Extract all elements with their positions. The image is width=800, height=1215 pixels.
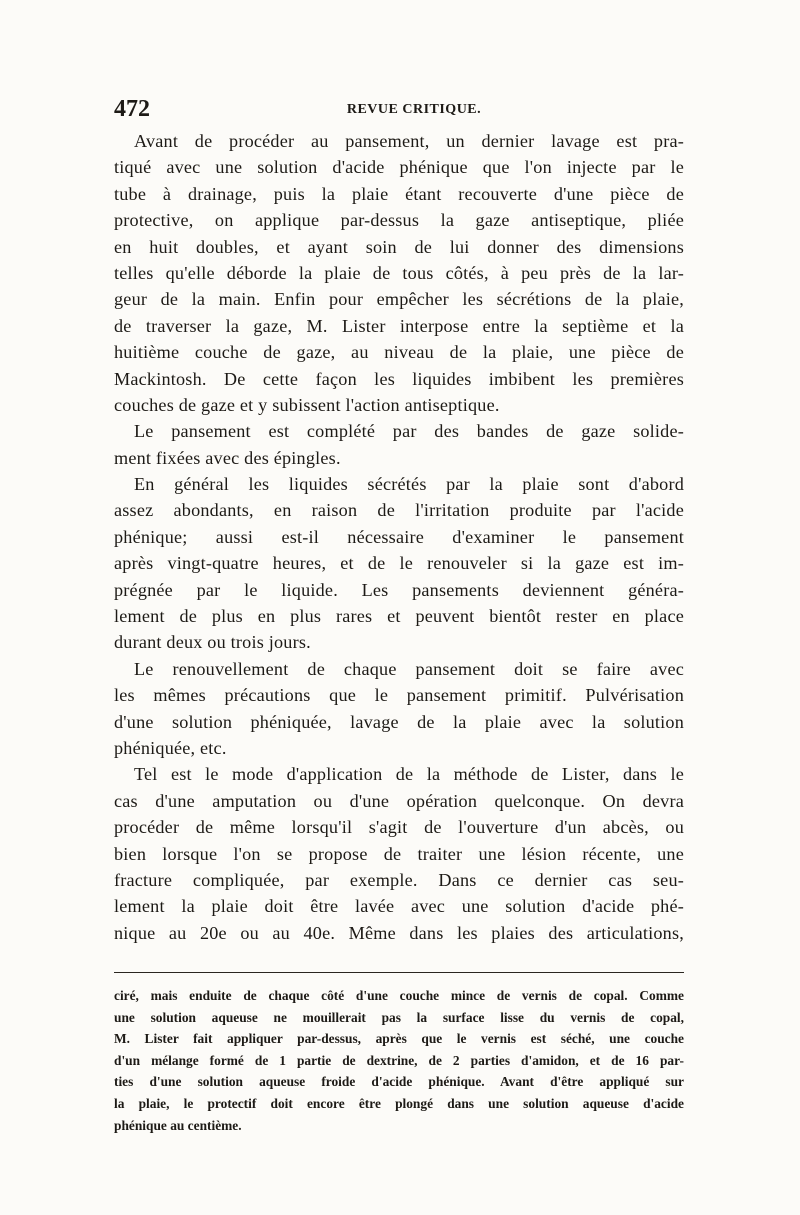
text-line: huitième couche de gaze, au niveau de la plaie, une pièce de [114, 342, 684, 363]
text-line: lement de plus en plus rares et peuvent bientôt rester en place [114, 606, 684, 627]
page-number: 472 [114, 96, 150, 122]
text-line: cas d'une amputation ou d'une opération quelconque. On devra [114, 790, 684, 811]
footnote-line: ciré, mais enduite de chaque côté d'une couche mince de vernis de copal. Comme [114, 988, 684, 1003]
text-line: protective, on applique par-dessus la gaze antiseptique, pliée [114, 210, 684, 231]
text-line: d'une solution phéniquée, lavage de la plaie avec la solution [114, 711, 684, 732]
text-line: couches de gaze et y subissent l'action antiseptique. [114, 394, 500, 415]
body-text [114, 128, 684, 946]
footnote-line: d'un mélange formé de 1 partie de dextrine, de 2 parties d'amidon, et de 16 par- [114, 1052, 684, 1068]
text-line: prégnée par le liquide. Les pansements deviennent généra- [114, 579, 684, 600]
footnote-line: la plaie, le protectif doit encore être plongé dans une solution aqueuse d'acide [114, 1095, 684, 1111]
text-line: fracture compliquée, par exemple. Dans ce dernier cas seu- [114, 869, 684, 890]
footnote-line: M. Lister fait appliquer par-dessus, après que le vernis est séché, une couche [114, 1031, 684, 1047]
text-line: Avant de procéder au pansement, un dernier lavage est pra- [134, 131, 684, 151]
text-line: geur de la main. Enfin pour empêcher les sécrétions de la plaie, [114, 289, 684, 310]
text-line: phénique; aussi est-il nécessaire d'examiner le pansement [114, 526, 684, 547]
text-line: telles qu'elle déborde la plaie de tous côtés, à peu près de la lar- [114, 262, 684, 283]
text-line: tiqué avec une solution d'acide phénique que l'on injecte par le [114, 157, 684, 178]
text-line: lement la plaie doit être lavée avec une solution d'acide phé- [114, 896, 684, 917]
page-header [114, 96, 684, 126]
text-line: en huit doubles, et ayant soin de lui donner des dimensions [114, 236, 684, 257]
text-line: Le pansement est complété par des bandes de gaze solide- [134, 421, 684, 442]
text-line: En général les liquides sécrétés par la plaie sont d'abord [134, 474, 684, 495]
text-line: ment fixées avec des épingles. [114, 447, 341, 468]
text-line: nique au 20e ou au 40e. Même dans les plaies des articulations, [114, 922, 684, 943]
footnote-rule [114, 972, 684, 973]
text-line: Tel est le mode d'application de la méthode de Lister, dans le [134, 764, 684, 785]
text-line: tube à drainage, puis la plaie étant recouverte d'une pièce de [114, 183, 684, 204]
text-line: bien lorsque l'on se propose de traiter une lésion récente, une [114, 843, 684, 864]
running-head: REVUE CRITIQUE. [346, 102, 482, 117]
footnote-line: une solution aqueuse ne mouillerait pas la surface lisse du vernis de copal, [114, 1009, 684, 1025]
text-line: durant deux ou trois jours. [114, 632, 311, 653]
footnote [114, 985, 684, 1136]
text-line: les mêmes précautions que le pansement primitif. Pulvérisation [114, 685, 684, 706]
text-line: Le renouvellement de chaque pansement doit se faire avec [134, 658, 684, 679]
text-line: Mackintosh. De cette façon les liquides imbibent les premières [114, 368, 684, 389]
text-line: après vingt-quatre heures, et de le renouveler si la gaze est im- [114, 553, 684, 574]
text-line: de traverser la gaze, M. Lister interpose entre la septième et la [114, 315, 684, 336]
footnote-line: ties d'une solution aqueuse froide d'acide phénique. Avant d'être appliqué sur [114, 1074, 684, 1090]
text-line: assez abondants, en raison de l'irritation produite par l'acide [114, 500, 684, 521]
text-line: procéder de même lorsqu'il s'agit de l'ouverture d'un abcès, ou [114, 817, 684, 838]
text-line: phéniquée, etc. [114, 737, 227, 758]
footnote-line: phénique au centième. [114, 1117, 242, 1133]
